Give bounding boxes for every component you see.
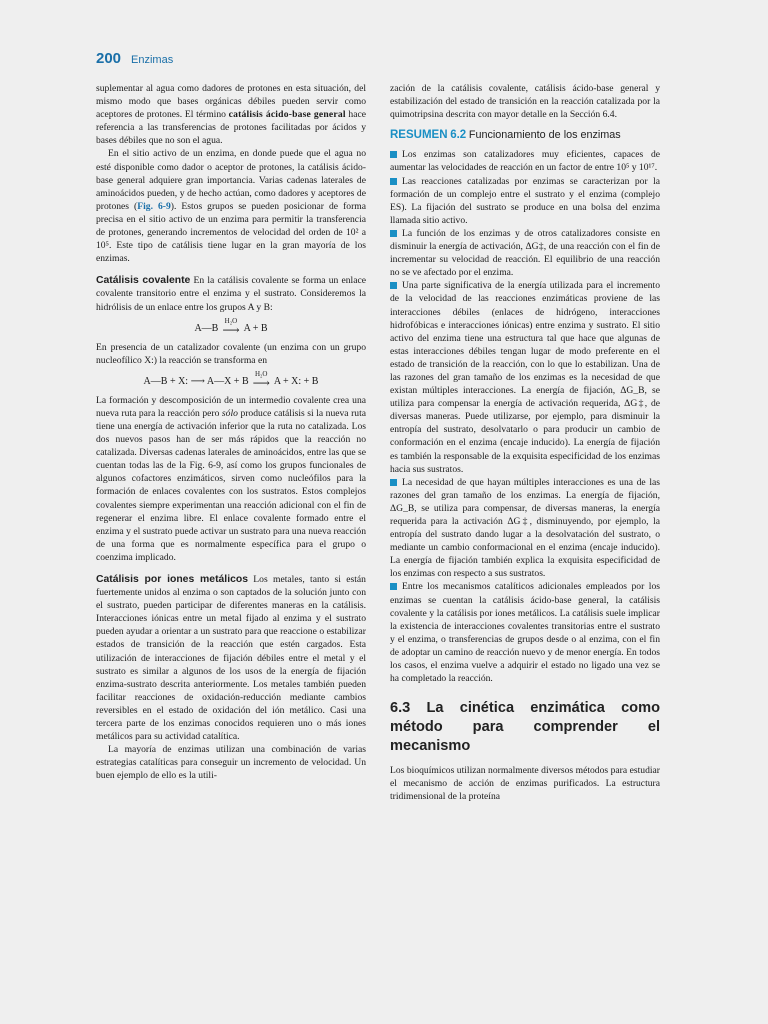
square-bullet-icon	[390, 583, 397, 590]
summary-bullet: Las reacciones catalizadas por enzimas se caracterizan por la formación de un complejo entre el sustrato y el enzima (complejo ES). La fijación del sustrato se produce en una bolsa del enzima llamada sitio activo.	[390, 175, 660, 226]
summary-heading: RESUMEN 6.2 Funcionamiento de los enzimas	[390, 129, 621, 142]
square-bullet-icon	[390, 230, 397, 237]
section-heading-6-3: 6.3 La cinética enzimática como método para comprender el mecanismo	[390, 700, 660, 755]
metal-ion-catalysis-paragraph: Catálisis por iones metálicos Los metales, tanto si están fuertemente unidos al enzima o son captados de la solución junto con el sustrato, pueden participar de diferentes maneras en la catálisis. Interacciones iónicas entre un metal fijado al enzima y el sustrato pueden ayudar a orientar a un sustrato para que reaccione o estabilizar estados de transición de la reacción que estén cargados. Esta utilización de interacciones de fijación débiles entre el metal y el sustrato es similar a algunos de los usos de la energía de fijación enzima-sustrato descrita anteriormente. Los metales también pueden facilitar reacciones de oxidación-reducción mediante cambios reversibles en el estado de oxidación del ión metálico. Casi una tercera parte de los enzimas conocidos requieren uno o más iones metálicos para su actividad catalítica.	[96, 574, 366, 743]
summary-bullet: Los enzimas son catalizadores muy eficientes, capaces de aumentar las velocidades de reacción en un factor de entre 10⁵ y 10¹⁷.	[390, 149, 660, 174]
bold-term: catálisis ácido-base general	[228, 109, 346, 121]
square-bullet-icon	[390, 178, 397, 185]
right-column	[390, 82, 660, 804]
covalent-catalysis-paragraph: Catálisis covalente En la catálisis covalente se forma un enlace covalente transitorio entre el enzima y el sustrato. Consideremos la hidrólisis de un enlace entre los grupos A y B:	[96, 275, 366, 313]
square-bullet-icon	[390, 151, 397, 158]
page-number: 200	[96, 50, 122, 67]
paragraph: zación de la catálisis covalente, catálisis ácido-base general y estabilización del estado de transición en la reacción catalizada por la quimotripsina descrita con mayor detalle en la Sección 6.4.	[390, 83, 660, 121]
paragraph: La mayoría de enzimas utilizan una combinación de varias estrategias catalíticas para conseguir un incremento de velocidad. Un buen ejemplo de ello es la utili-	[96, 744, 366, 782]
equation-2: A—B + X: ⟶ A—X + B H₂O ⟶ A + X: + B	[143, 369, 319, 390]
summary-bullet: Una parte significativa de la energía utilizada para el incremento de la velocidad de las reacciones enzimáticas proviene de las interacciones débiles (enlaces de hidrógeno, interacciones hidrofóbicas e interacciones iónicas) entre enzima y sustrato. El sitio activo del enzima tiene una estructura tal que hace que algunas de estas interacciones débiles tengan lugar de modo preferente en el estado de transición de la reacción, con lo que lo estabilizan. Una de las razones del gran tamaño de los enzimas es la necesidad de que existan múltiples interacciones. La energía de fijación, ΔG_B, se utiliza para compensar la energía de activación requerida, ΔG‡, de diversas maneras. Puede utilizarse, por ejemplo, para disminuir la entropía del sustrato, desolvatarlo o para producir un cambio de conformación en el enzima (encaje inducido). La energía de fijación es también la responsable de la exquisita especificidad de los enzimas hacia sus sustratos.	[390, 280, 660, 475]
page-header	[96, 50, 173, 67]
summary-bullet: La necesidad de que hayan múltiples interacciones es una de las razones del gran tamaño de los enzimas. La energía de fijación, ΔG_B, se utiliza para compensar, de diversas maneras, la energía requerida para la activación ΔG‡, disminuyendo, por ejemplo, la entropía del sustrato dando lugar a la desolvatación del sustrato, o mediante un cambio conformacional en el enzima (encaje inducido). La energía de fijación también explica la exquisita especificidad de los enzimas con respecto a sus sustratos.	[390, 476, 660, 580]
figure-reference-link[interactable]: Fig. 6-9	[137, 200, 171, 212]
equation-1: A—B H₂O ⟶ A + B	[194, 316, 268, 337]
paragraph: La formación y descomposición de un intermedio covalente crea una nueva ruta para la reacción pero sólo produce catálisis si la nueva ruta tiene una energía de activación inferior que la ruta no catalizada. Los dos nuevos pasos han de ser más rápidos que la reacción no catalizada. Diversas cadenas laterales de aminoácidos, entre las que se cuentan todas las de la Fig. 6-9, así como los grupos funcionales de algunos cofactores enzimáticos, sirven como nucleófilos para la formación de enlaces covalentes con los sustratos. Estos complejos covalentes siempre experimentan una reacción adicional con el fin de regenerar el enzima libre. El enlace covalente formado entre el enzima y el sustrato puede activar un sustrato para una nueva reacción de una forma que es normalmente específica para el grupo o coenzima implicado.	[96, 394, 366, 563]
summary-bullet: Entre los mecanismos catalíticos adicionales empleados por los enzimas se cuentan la catálisis ácido-base general, la catálisis covalente y la catálisis por iones metálicos. La catálisis suele implicar la existencia de interacciones covalentes transitorias entre el sustrato y el enzima, o transferencias de grupos desde o al enzima, con el fin de adoptar un camino de reacción nuevo y de menor energía. En todos los casos, el enzima vuelve a adquirir el estado no ligado una vez se ha completado la reacción.	[390, 581, 660, 685]
paragraph: Los bioquímicos utilizan normalmente diversos métodos para estudiar el mecanismo de acción de enzimas purificados. La estructura tridimensional de la proteína	[390, 765, 660, 803]
section-heading-covalent: Catálisis covalente	[96, 275, 191, 287]
summary-bullet: La función de los enzimas y de otros catalizadores consiste en disminuir la energía de activación, ΔG‡, de una reacción con el fin de incrementar su velocidad de reacción. El equilibrio de una reacción no se ve afectado por el enzima.	[390, 227, 660, 279]
paragraph: En presencia de un catalizador covalente (un enzima con un grupo nucleofílico X:) la reacción se transforma en	[96, 341, 366, 366]
square-bullet-icon	[390, 479, 397, 486]
left-column	[96, 82, 366, 783]
reaction-arrow: H₂O ⟶	[222, 316, 240, 337]
running-head: Enzimas	[131, 54, 174, 66]
reaction-arrow: H₂O ⟶	[252, 369, 270, 390]
square-bullet-icon	[390, 282, 397, 289]
paragraph: suplementar al agua como dadores de protones en esta situación, del mismo modo que bases orgánicas débiles pueden servir como aceptores de protones. El término catálisis ácido-base general hace referencia a las transferencias de protones facilitadas por ácidos y bases débiles que no son el agua.	[96, 83, 366, 147]
paragraph: En el sitio activo de un enzima, en donde puede que el agua no esté disponible como dador o aceptor de protones, la catálisis ácido-base general adquiere gran importancia. Varias cadenas laterales de aminoácidos pueden, y de hecho actúan, como dadores y aceptores de protones (Fig. 6-9). Estos grupos se pueden posicionar de forma precisa en el sitio activo de un enzima para permitir la transferencia de protones, generando incrementos de velocidad del orden de 10² a 10⁵. Este tipo de catálisis tiene lugar en la gran mayoría de los enzimas.	[96, 148, 366, 265]
section-heading-metal-ion: Catálisis por iones metálicos	[96, 574, 248, 585]
